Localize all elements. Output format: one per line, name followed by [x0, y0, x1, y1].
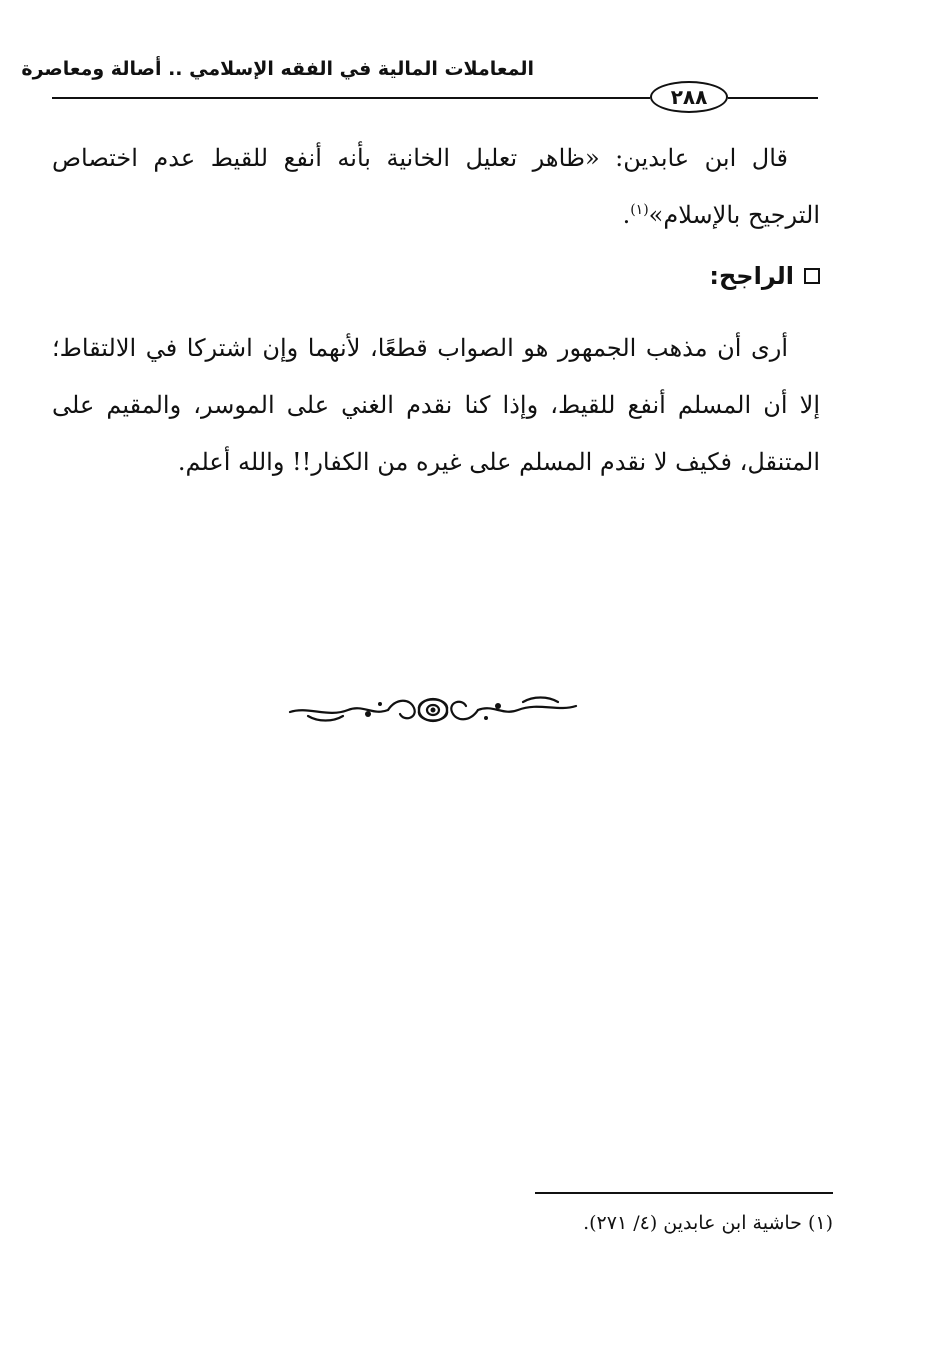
footnote-reference: (١)	[630, 202, 649, 218]
footnote: (١) حاشية ابن عابدين (٤/ ٢٧١).	[583, 1212, 833, 1234]
page-number: ٢٨٨	[650, 81, 728, 113]
floral-divider-icon	[288, 692, 578, 728]
header-rule	[52, 97, 650, 99]
paragraph-quote	[52, 130, 820, 244]
section-heading-text: الراجح:	[709, 262, 794, 290]
paragraph-opinion-text: أرى أن مذهب الجمهور هو الصواب قطعًا، لأنهما وإن اشتركا في الالتقاط؛ إلا أن المسلم أنفع للقيط، وإذا كنا نقدم الغني على الموسر، والمقيم على المتنقل، فكيف لا نقدم المسلم على غيره من الكفار!! والله أعلم.	[52, 334, 820, 476]
paragraph-end-mark: .	[622, 201, 631, 229]
checkbox-square-icon	[804, 268, 820, 284]
paragraph-quote-text: قال ابن عابدين: «ظاهر تعليل الخانية بأنه أنفع للقيط عدم اختصاص الترجيح بالإسلام»	[52, 144, 820, 229]
header-rule	[728, 97, 818, 99]
footnote-separator	[535, 1192, 833, 1194]
running-header-title: المعاملات المالية في الفقه الإسلامي .. أصالة ومعاصرة	[21, 58, 534, 80]
section-heading	[520, 262, 820, 290]
paragraph-opinion	[52, 320, 820, 491]
